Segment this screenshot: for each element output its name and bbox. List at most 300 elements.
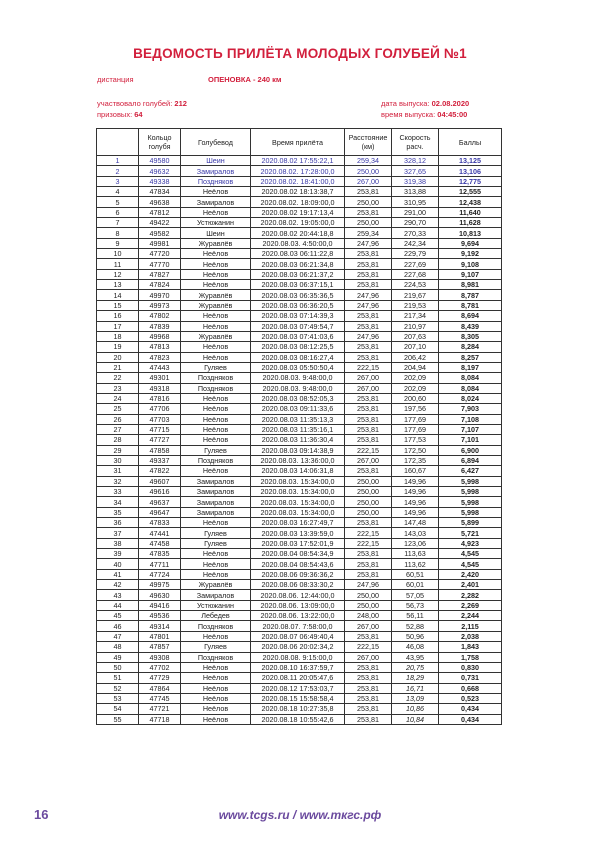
ring-cell: 47729 [139, 673, 181, 683]
ring-cell: 47724 [139, 569, 181, 579]
distance-cell: 267,00 [345, 455, 392, 465]
arrival-time-cell: 2020.08.03 06:37:15,1 [251, 280, 345, 290]
place-cell: 14 [97, 290, 139, 300]
distance-cell: 250,00 [345, 197, 392, 207]
breeder-cell: Неёлов [181, 187, 251, 197]
arrival-time-cell: 2020.08.03 09:11:33,6 [251, 404, 345, 414]
ring-cell: 47715 [139, 424, 181, 434]
distance-cell: 250,00 [345, 218, 392, 228]
ring-cell: 47839 [139, 321, 181, 331]
table-row [97, 166, 502, 176]
ring-cell: 49536 [139, 611, 181, 621]
breeder-cell: Лебедев [181, 611, 251, 621]
distance-cell: 267,00 [345, 652, 392, 662]
col-header-distance: Расстояние (км) [345, 129, 392, 156]
table-row [97, 156, 502, 166]
col-header-arrival-time: Время прилёта [251, 129, 345, 156]
distance-label: дистанция [97, 75, 134, 84]
speed-cell: 291,00 [392, 207, 439, 217]
breeder-cell: Замиралов [181, 497, 251, 507]
breeder-cell: Поздняков [181, 383, 251, 393]
place-cell: 40 [97, 559, 139, 569]
ring-cell: 49416 [139, 600, 181, 610]
release-time-line [381, 110, 467, 119]
arrival-time-cell: 2020.08.02. 18:09:00,0 [251, 197, 345, 207]
points-cell: 8,084 [439, 383, 502, 393]
speed-cell: 177,69 [392, 424, 439, 434]
breeder-cell: Журавлёв [181, 300, 251, 310]
ring-cell: 49318 [139, 383, 181, 393]
speed-cell: 16,71 [392, 683, 439, 693]
table-row [97, 621, 502, 631]
distance-cell: 247,96 [345, 238, 392, 248]
distance-cell: 253,81 [345, 187, 392, 197]
place-cell: 37 [97, 528, 139, 538]
page-number: 16 [34, 807, 49, 822]
place-cell: 20 [97, 352, 139, 362]
breeder-cell: Неёлов [181, 673, 251, 683]
table-row [97, 311, 502, 321]
distance-cell: 253,81 [345, 435, 392, 445]
place-cell: 13 [97, 280, 139, 290]
release-time-label: время выпуска: [381, 110, 436, 119]
participants-value: 212 [174, 99, 187, 108]
ring-cell: 49308 [139, 652, 181, 662]
points-cell: 8,197 [439, 362, 502, 372]
points-cell: 7,108 [439, 414, 502, 424]
distance-cell: 253,81 [345, 393, 392, 403]
arrival-time-cell: 2020.08.02. 18:41:00,0 [251, 176, 345, 186]
ring-cell: 47857 [139, 642, 181, 652]
table-row [97, 600, 502, 610]
speed-cell: 149,96 [392, 497, 439, 507]
arrival-time-cell: 2020.08.03 11:36:30,4 [251, 435, 345, 445]
place-cell: 47 [97, 631, 139, 641]
distance-cell: 222,15 [345, 528, 392, 538]
breeder-cell: Неёлов [181, 342, 251, 352]
breeder-cell: Неёлов [181, 352, 251, 362]
breeder-cell: Неёлов [181, 249, 251, 259]
ring-cell: 47835 [139, 549, 181, 559]
arrival-time-cell: 2020.08.15 15:58:58,4 [251, 693, 345, 703]
breeder-cell: Неёлов [181, 435, 251, 445]
place-cell: 39 [97, 549, 139, 559]
ring-cell: 49301 [139, 373, 181, 383]
distance-cell: 222,15 [345, 642, 392, 652]
speed-cell: 46,08 [392, 642, 439, 652]
place-cell: 28 [97, 435, 139, 445]
breeder-cell: Неёлов [181, 662, 251, 672]
breeder-cell: Журавлёв [181, 238, 251, 248]
points-cell: 8,084 [439, 373, 502, 383]
points-cell: 8,024 [439, 393, 502, 403]
place-cell: 9 [97, 238, 139, 248]
points-cell: 9,694 [439, 238, 502, 248]
speed-cell: 52,88 [392, 621, 439, 631]
place-cell: 41 [97, 569, 139, 579]
points-cell: 4,545 [439, 549, 502, 559]
table-row [97, 611, 502, 621]
arrival-time-cell: 2020.08.03 07:41:03,6 [251, 331, 345, 341]
breeder-cell: Неёлов [181, 631, 251, 641]
points-cell: 0,434 [439, 704, 502, 714]
place-cell: 36 [97, 518, 139, 528]
arrival-time-cell: 2020.08.06 08:33:30,2 [251, 580, 345, 590]
arrival-time-cell: 2020.08.02. 19:05:00,0 [251, 218, 345, 228]
place-cell: 1 [97, 156, 139, 166]
distance-cell: 253,81 [345, 352, 392, 362]
breeder-cell: Поздняков [181, 176, 251, 186]
speed-cell: 149,96 [392, 487, 439, 497]
speed-cell: 56,11 [392, 611, 439, 621]
points-cell: 12,555 [439, 187, 502, 197]
table-row [97, 373, 502, 383]
breeder-cell: Неёлов [181, 414, 251, 424]
speed-cell: 43,95 [392, 652, 439, 662]
table-row [97, 538, 502, 548]
speed-cell: 57,05 [392, 590, 439, 600]
table-row [97, 683, 502, 693]
table-row [97, 207, 502, 217]
arrival-time-cell: 2020.08.02 20:44:18,8 [251, 228, 345, 238]
breeder-cell: Неёлов [181, 424, 251, 434]
arrival-time-cell: 2020.08.06 20:02:34,2 [251, 642, 345, 652]
breeder-cell: Неёлов [181, 393, 251, 403]
distance-cell: 253,81 [345, 704, 392, 714]
points-cell: 11,640 [439, 207, 502, 217]
ring-cell: 47727 [139, 435, 181, 445]
ring-cell: 47816 [139, 393, 181, 403]
distance-cell: 253,81 [345, 414, 392, 424]
table-row [97, 300, 502, 310]
arrival-time-cell: 2020.08.06. 12:44:00,0 [251, 590, 345, 600]
arrival-time-cell: 2020.08.11 20:05:47,6 [251, 673, 345, 683]
speed-cell: 50,96 [392, 631, 439, 641]
points-cell: 7,903 [439, 404, 502, 414]
speed-cell: 20,75 [392, 662, 439, 672]
ring-cell: 49970 [139, 290, 181, 300]
breeder-cell: Гуляев [181, 528, 251, 538]
table-row [97, 569, 502, 579]
arrival-time-cell: 2020.08.08. 9:15:00,0 [251, 652, 345, 662]
release-date-value: 02.08.2020 [431, 99, 470, 108]
speed-cell: 56,73 [392, 600, 439, 610]
distance-cell: 222,15 [345, 362, 392, 372]
speed-cell: 290,70 [392, 218, 439, 228]
points-cell: 13,106 [439, 166, 502, 176]
distance-cell: 253,81 [345, 269, 392, 279]
points-cell: 5,899 [439, 518, 502, 528]
ring-cell: 47812 [139, 207, 181, 217]
table-row [97, 466, 502, 476]
points-cell: 11,628 [439, 218, 502, 228]
breeder-cell: Неёлов [181, 549, 251, 559]
place-cell: 21 [97, 362, 139, 372]
distance-cell: 222,15 [345, 445, 392, 455]
table-row [97, 404, 502, 414]
points-cell: 2,401 [439, 580, 502, 590]
breeder-cell: Замиралов [181, 197, 251, 207]
place-cell: 46 [97, 621, 139, 631]
arrival-time-cell: 2020.08.03. 4:50:00,0 [251, 238, 345, 248]
speed-cell: 219,53 [392, 300, 439, 310]
arrival-time-cell: 2020.08.03 11:35:13,3 [251, 414, 345, 424]
table-header-row [97, 129, 502, 156]
points-cell: 12,775 [439, 176, 502, 186]
ring-cell: 47858 [139, 445, 181, 455]
speed-cell: 172,50 [392, 445, 439, 455]
breeder-cell: Замиралов [181, 590, 251, 600]
arrival-time-cell: 2020.08.06. 13:09:00,0 [251, 600, 345, 610]
points-cell: 5,998 [439, 487, 502, 497]
distance-cell: 253,81 [345, 424, 392, 434]
distance-cell: 253,81 [345, 559, 392, 569]
speed-cell: 328,12 [392, 156, 439, 166]
ring-cell: 47864 [139, 683, 181, 693]
place-cell: 38 [97, 538, 139, 548]
place-cell: 4 [97, 187, 139, 197]
speed-cell: 60,51 [392, 569, 439, 579]
points-cell: 5,998 [439, 507, 502, 517]
points-cell: 6,427 [439, 466, 502, 476]
place-cell: 53 [97, 693, 139, 703]
breeder-cell: Журавлёв [181, 580, 251, 590]
breeder-cell: Замиралов [181, 507, 251, 517]
ring-cell: 47702 [139, 662, 181, 672]
place-cell: 54 [97, 704, 139, 714]
speed-cell: 227,69 [392, 259, 439, 269]
place-cell: 25 [97, 404, 139, 414]
ring-cell: 49582 [139, 228, 181, 238]
speed-cell: 177,69 [392, 414, 439, 424]
arrival-time-cell: 2020.08.03 11:35:16,1 [251, 424, 345, 434]
place-cell: 12 [97, 269, 139, 279]
speed-cell: 227,68 [392, 269, 439, 279]
results-table [96, 128, 502, 725]
table-row [97, 590, 502, 600]
place-cell: 43 [97, 590, 139, 600]
distance-cell: 250,00 [345, 590, 392, 600]
distance-cell: 267,00 [345, 383, 392, 393]
points-cell: 1,843 [439, 642, 502, 652]
ring-cell: 49337 [139, 455, 181, 465]
place-cell: 15 [97, 300, 139, 310]
table-row [97, 176, 502, 186]
distance-cell: 253,81 [345, 404, 392, 414]
table-row [97, 321, 502, 331]
points-cell: 2,115 [439, 621, 502, 631]
place-cell: 44 [97, 600, 139, 610]
breeder-cell: Замиралов [181, 476, 251, 486]
breeder-cell: Неёлов [181, 311, 251, 321]
distance-cell: 253,81 [345, 259, 392, 269]
place-cell: 8 [97, 228, 139, 238]
breeder-cell: Поздняков [181, 373, 251, 383]
prize-line [97, 110, 143, 119]
breeder-cell: Неёлов [181, 466, 251, 476]
speed-cell: 202,09 [392, 373, 439, 383]
table-row [97, 642, 502, 652]
points-cell: 6,900 [439, 445, 502, 455]
distance-cell: 253,81 [345, 518, 392, 528]
distance-cell: 247,96 [345, 290, 392, 300]
ring-cell: 47823 [139, 352, 181, 362]
ring-cell: 47813 [139, 342, 181, 352]
breeder-cell: Неёлов [181, 683, 251, 693]
ring-cell: 47802 [139, 311, 181, 321]
speed-cell: 60,01 [392, 580, 439, 590]
breeder-cell: Гуляев [181, 445, 251, 455]
distance-cell: 250,00 [345, 476, 392, 486]
ring-cell: 49647 [139, 507, 181, 517]
arrival-time-cell: 2020.08.02 18:13:38,7 [251, 187, 345, 197]
ring-cell: 49580 [139, 156, 181, 166]
place-cell: 22 [97, 373, 139, 383]
ring-cell: 49638 [139, 197, 181, 207]
place-cell: 16 [97, 311, 139, 321]
col-header-points: Баллы [439, 129, 502, 156]
distance-cell: 250,00 [345, 487, 392, 497]
arrival-time-cell: 2020.08.03 06:11:22,8 [251, 249, 345, 259]
arrival-time-cell: 2020.08.03 17:52:01,9 [251, 538, 345, 548]
place-cell: 3 [97, 176, 139, 186]
points-cell: 0,523 [439, 693, 502, 703]
speed-cell: 217,34 [392, 311, 439, 321]
speed-cell: 202,09 [392, 383, 439, 393]
points-cell: 8,257 [439, 352, 502, 362]
table-row [97, 414, 502, 424]
arrival-time-cell: 2020.08.02 19:17:13,4 [251, 207, 345, 217]
points-cell: 2,269 [439, 600, 502, 610]
table-row [97, 662, 502, 672]
place-cell: 42 [97, 580, 139, 590]
place-cell: 31 [97, 466, 139, 476]
arrival-time-cell: 2020.08.03 16:27:49,7 [251, 518, 345, 528]
table-row [97, 693, 502, 703]
points-cell: 9,108 [439, 259, 502, 269]
arrival-time-cell: 2020.08.12 17:53:03,7 [251, 683, 345, 693]
ring-cell: 47720 [139, 249, 181, 259]
distance-cell: 253,81 [345, 249, 392, 259]
place-cell: 32 [97, 476, 139, 486]
breeder-cell: Неёлов [181, 518, 251, 528]
speed-cell: 10,84 [392, 714, 439, 724]
prize-value: 64 [134, 110, 143, 119]
speed-cell: 113,62 [392, 559, 439, 569]
ring-cell: 47721 [139, 704, 181, 714]
distance-cell: 253,81 [345, 683, 392, 693]
place-cell: 23 [97, 383, 139, 393]
speed-cell: 210,97 [392, 321, 439, 331]
breeder-cell: Неёлов [181, 269, 251, 279]
table-row [97, 424, 502, 434]
points-cell: 13,125 [439, 156, 502, 166]
table-row [97, 652, 502, 662]
distance-cell: 247,96 [345, 300, 392, 310]
arrival-time-cell: 2020.08.03 14:06:31,8 [251, 466, 345, 476]
ring-cell: 49968 [139, 331, 181, 341]
distance-cell: 259,34 [345, 228, 392, 238]
table-row [97, 704, 502, 714]
breeder-cell: Неёлов [181, 569, 251, 579]
points-cell: 1,758 [439, 652, 502, 662]
table-row [97, 445, 502, 455]
distance-cell: 250,00 [345, 600, 392, 610]
breeder-cell: Устюжанин [181, 218, 251, 228]
points-cell: 2,038 [439, 631, 502, 641]
place-cell: 6 [97, 207, 139, 217]
points-cell: 8,781 [439, 300, 502, 310]
place-cell: 11 [97, 259, 139, 269]
breeder-cell: Поздняков [181, 652, 251, 662]
place-cell: 48 [97, 642, 139, 652]
points-cell: 7,107 [439, 424, 502, 434]
ring-cell: 47458 [139, 538, 181, 548]
arrival-time-cell: 2020.08.03 09:14:38,9 [251, 445, 345, 455]
speed-cell: 177,53 [392, 435, 439, 445]
speed-cell: 200,60 [392, 393, 439, 403]
speed-cell: 18,29 [392, 673, 439, 683]
ring-cell: 49607 [139, 476, 181, 486]
distance-cell: 250,00 [345, 507, 392, 517]
table-row [97, 714, 502, 724]
speed-cell: 207,63 [392, 331, 439, 341]
arrival-time-cell: 2020.08.06 09:36:36,2 [251, 569, 345, 579]
table-row [97, 269, 502, 279]
arrival-time-cell: 2020.08.03. 15:34:00,0 [251, 476, 345, 486]
place-cell: 18 [97, 331, 139, 341]
distance-cell: 253,81 [345, 311, 392, 321]
table-row [97, 197, 502, 207]
arrival-time-cell: 2020.08.02. 17:28:00,0 [251, 166, 345, 176]
ring-cell: 47711 [139, 559, 181, 569]
arrival-time-cell: 2020.08.03. 15:34:00,0 [251, 507, 345, 517]
ring-cell: 47718 [139, 714, 181, 724]
arrival-time-cell: 2020.08.04 08:54:34,9 [251, 549, 345, 559]
table-row [97, 631, 502, 641]
breeder-cell: Неёлов [181, 280, 251, 290]
distance-cell: 247,96 [345, 331, 392, 341]
speed-cell: 319,38 [392, 176, 439, 186]
ring-cell: 49630 [139, 590, 181, 600]
table-row [97, 507, 502, 517]
speed-cell: 149,96 [392, 507, 439, 517]
table-row [97, 580, 502, 590]
breeder-cell: Замиралов [181, 487, 251, 497]
place-cell: 35 [97, 507, 139, 517]
table-row [97, 331, 502, 341]
table-row [97, 259, 502, 269]
points-cell: 8,305 [439, 331, 502, 341]
ring-cell: 49616 [139, 487, 181, 497]
arrival-time-cell: 2020.08.03 08:12:25,5 [251, 342, 345, 352]
arrival-time-cell: 2020.08.03 05:50:50,4 [251, 362, 345, 372]
release-date-label: дата выпуска: [381, 99, 430, 108]
points-cell: 8,284 [439, 342, 502, 352]
ring-cell: 47703 [139, 414, 181, 424]
distance-cell: 253,81 [345, 466, 392, 476]
place-cell: 29 [97, 445, 139, 455]
points-cell: 7,101 [439, 435, 502, 445]
breeder-cell: Неёлов [181, 559, 251, 569]
arrival-time-cell: 2020.08.10 16:37:59,7 [251, 662, 345, 672]
arrival-time-cell: 2020.08.03 06:21:37,2 [251, 269, 345, 279]
place-cell: 10 [97, 249, 139, 259]
distance-cell: 253,81 [345, 714, 392, 724]
speed-cell: 219,67 [392, 290, 439, 300]
table-row [97, 249, 502, 259]
distance-cell: 253,81 [345, 662, 392, 672]
